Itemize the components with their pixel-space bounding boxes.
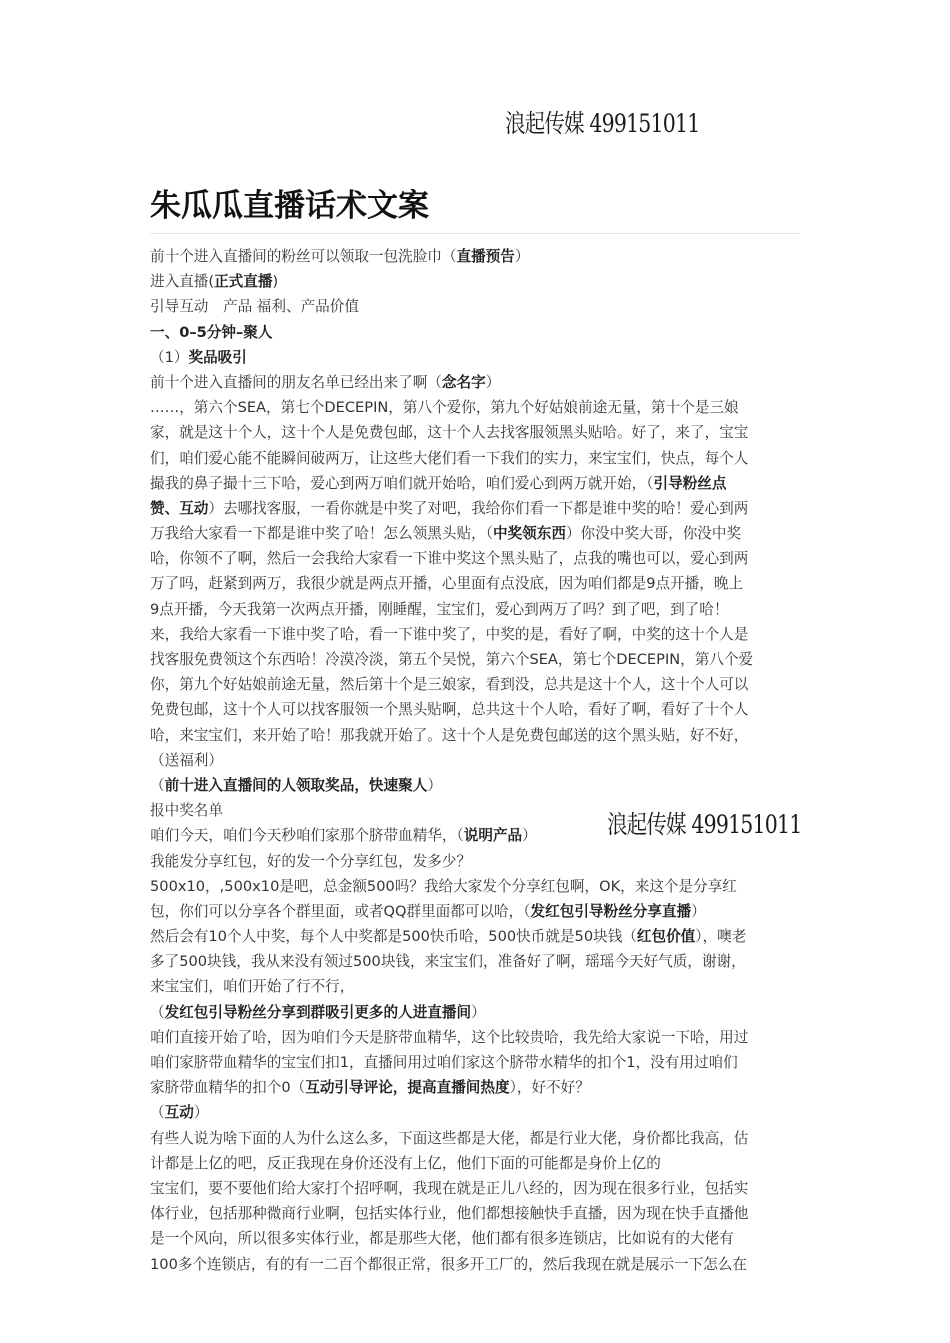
text-segment: ） [193, 1104, 209, 1122]
bold-segment: 赞、互动 [150, 499, 209, 517]
text-segment: 然后会有10个人中奖，每个人中奖都是500快币哈，500快币就是50块钱（ [150, 928, 637, 946]
text-segment: 9点开播，今天我第一次两点开播，刚睡醒，宝宝们，爱心到两万了吗？到了吧，到了哈！ [150, 600, 729, 618]
text-line [150, 748, 800, 773]
text-segment: 报中奖名单 [150, 802, 223, 820]
text-segment: ） [514, 248, 530, 265]
text-segment: 进入直播( [150, 273, 215, 291]
text-segment: 100多个连锁店，有的有一二百个都很正常，很多开工厂的，然后我现在就是展示一下怎么在 [150, 1255, 748, 1273]
text-line [150, 798, 800, 823]
text-line [150, 471, 800, 496]
bold-segment: 一、0–5分钟–聚人 [150, 323, 273, 341]
text-segment: 体行业，包括那种微商行业啊，包括实体行业，他们都想接触快手直播，因为现在快手直播他 [150, 1205, 749, 1223]
text-segment: ……，第六个SEA，第七个DECEPIN，第八个爱你，第九个好姑娘前途无量，第十个是三娘 [150, 399, 739, 417]
text-line [150, 874, 800, 899]
text-segment: ) [272, 273, 279, 291]
text-line [150, 1025, 800, 1050]
text-line [150, 1075, 800, 1100]
text-segment: （送福利） [150, 751, 223, 769]
text-line [150, 320, 800, 345]
text-line [150, 723, 800, 748]
text-line [150, 597, 800, 622]
bold-segment: 引导粉丝点 [653, 474, 727, 492]
text-line [150, 420, 800, 445]
text-segment: （ [150, 1003, 165, 1021]
text-line [150, 949, 800, 974]
text-segment: 撮我的鼻子撮十三下哈，爱心到两万咱们就开始哈，咱们爱心到两万就开始，（ [150, 474, 654, 492]
text-line [150, 1050, 800, 1075]
bold-segment: 念名字 [441, 373, 486, 391]
text-segment: 有些人说为啥下面的人为什么这么多，下面这些都是大佬，都是行业大佬，身价都比我高，估 [150, 1129, 749, 1147]
text-segment: 万了吗，赶紧到两万，我很少就是两点开播，心里面有点没底，因为咱们都是9点开播，晚上 [150, 575, 744, 593]
bold-segment: 互动 [164, 1104, 194, 1122]
bold-segment: 红包价值 [636, 928, 696, 946]
bold-segment: 直播预告 [456, 248, 515, 265]
text-segment: ） [427, 776, 442, 794]
text-segment: （ [150, 1104, 165, 1122]
text-segment: 哈，你领不了啊，然后一会我给大家看一下谁中奖这个黑头贴了，点我的嘴也可以，爱心到两 [150, 550, 749, 568]
text-line [150, 823, 800, 848]
text-segment: ） [522, 827, 537, 845]
text-line [150, 1176, 800, 1201]
bold-segment: 前十进入直播间的人领取奖品，快速聚人 [164, 776, 428, 794]
text-line [150, 697, 800, 722]
bold-segment: 发红包引导粉丝分享直播 [530, 902, 692, 920]
text-segment: 万我给大家看一下都是谁中奖了哈！怎么领黑头贴，（ [150, 525, 493, 543]
text-segment: 来，我给大家看一下谁中奖了哈，看一下谁中奖了，中奖的是，看好了啊，中奖的这十个人是 [150, 625, 749, 643]
watermark-top: 浪起传媒 499151011 [505, 109, 700, 138]
text-line [150, 622, 800, 647]
document-body [150, 244, 800, 1277]
text-line [150, 395, 800, 420]
bold-segment: 发红包引导粉丝分享到群吸引更多的人进直播间 [164, 1003, 472, 1021]
text-segment: 免费包邮，这十个人可以找客服领一个黑头贴啊，总共这十个人哈，看好了啊，看好了十个人 [150, 701, 749, 719]
text-segment: ） [485, 373, 501, 391]
bold-segment: 奖品吸引 [188, 348, 247, 366]
text-line [150, 496, 800, 521]
text-segment: 们，咱们爱心能不能瞬间破两万，让这些大佬们看一下我们的实力，来宝宝们，快点，每个人 [150, 449, 749, 467]
bold-segment: 中奖领东西 [492, 525, 566, 543]
text-line [150, 899, 800, 924]
text-segment: 是一个风向，所以很多实体行业，都是那些大佬，他们都有很多连锁店，比如说有的大佬有 [150, 1230, 734, 1248]
text-segment: （1） [150, 348, 189, 366]
text-line [150, 244, 800, 269]
text-line [150, 521, 800, 546]
text-line [150, 546, 800, 571]
text-line [150, 269, 800, 294]
text-segment: 我能发分享红包，好的发一个分享红包，发多少？ [150, 852, 472, 870]
bold-segment: 正式直播 [214, 273, 273, 291]
text-segment: 来宝宝们，咱们开始了行不行， [150, 978, 355, 996]
text-segment: （ [150, 776, 165, 794]
text-segment: 计都是上亿的吧，反正我现在身价还没有上亿，他们下面的可能都是身价上亿的 [150, 1154, 661, 1172]
text-line [150, 974, 800, 999]
text-line [150, 1252, 800, 1277]
text-segment: 家脐带血精华的扣个0（ [150, 1079, 306, 1097]
text-segment: ），噢老 [695, 928, 747, 946]
text-segment: 500x10，,500x10是吧，总金额500吗？我给大家发个分享红包啊，OK，来这个是分享红 [150, 877, 737, 895]
text-line [150, 1151, 800, 1176]
text-segment: 哈，来宝宝们，来开始了哈！那我就开始了。这十个人是免费包邮送的这个黑头贴，好不好， [150, 726, 749, 744]
text-segment: 找客服免费领这个东西哈！冷漠冷淡，第五个吴悦，第六个SEA，第七个DECEPIN，第八个爱 [150, 651, 754, 668]
bold-segment: 说明产品 [463, 827, 523, 845]
text-line [150, 672, 800, 697]
text-segment: ）你没中奖大哥，你没中奖 [565, 525, 742, 543]
text-line [150, 773, 800, 798]
text-line [150, 647, 800, 672]
text-line [150, 1201, 800, 1226]
bold-segment: 互动引导评论，提高直播间热度 [305, 1079, 510, 1097]
text-line [150, 370, 800, 395]
text-segment: 你，第九个好姑娘前途无量，然后第十个是三娘家，看到没，总共是这十个人，这十个人可以 [150, 676, 749, 694]
text-line [150, 1126, 800, 1151]
text-segment: 咱们今天，咱们今天秒咱们家那个脐带血精华，（ [150, 827, 464, 845]
text-segment: 宝宝们，要不要他们给大家打个招呼啊，我现在就是正儿八经的，因为现在很多行业，包括实 [150, 1179, 749, 1197]
document-title: 朱瓜瓜直播话术文案 [150, 188, 429, 224]
title-divider [150, 233, 800, 234]
text-segment: 引导互动 产品 福利、产品价值 [150, 298, 359, 316]
text-line [150, 924, 800, 949]
text-line [150, 1100, 800, 1125]
text-line [150, 1000, 800, 1025]
text-line [150, 446, 800, 471]
text-segment: 家，就是这十个人，这十个人是免费包邮，这十个人去找客服领黑头贴哈。好了，来了，宝宝 [150, 424, 749, 442]
text-segment: 前十个进入直播间的粉丝可以领取一包洗脸巾（ [150, 248, 457, 265]
text-segment: 包，你们可以分享各个群里面，或者QQ群里面都可以哈，（ [150, 902, 531, 920]
text-segment: 咱们家脐带血精华的宝宝们扣1，直播间用过咱们家这个脐带水精华的扣个1，没有用过咱们 [150, 1054, 738, 1071]
text-line [150, 1226, 800, 1251]
text-segment: ）去哪找客服，一看你就是中奖了对吧，我给你们看一下都是谁中奖的哈！爱心到两 [208, 499, 749, 517]
text-line [150, 345, 800, 370]
text-line [150, 294, 800, 319]
text-line [150, 571, 800, 596]
watermark-middle: 浪起传媒 499151011 [607, 810, 802, 839]
text-segment: ），好不好？ [509, 1079, 590, 1097]
text-line [150, 849, 800, 874]
text-segment: ） [471, 1003, 486, 1021]
text-segment: ） [691, 902, 706, 920]
text-segment: 前十个进入直播间的朋友名单已经出来了啊（ [150, 373, 442, 391]
text-segment: 咱们直接开始了哈，因为咱们今天是脐带血精华，这个比较贵哈，我先给大家说一下哈，用过 [150, 1028, 749, 1046]
text-segment: 多了500块钱，我从来没有领过500块钱，来宝宝们，准备好了啊，瑶瑶今天好气质，谢谢， [150, 953, 746, 971]
